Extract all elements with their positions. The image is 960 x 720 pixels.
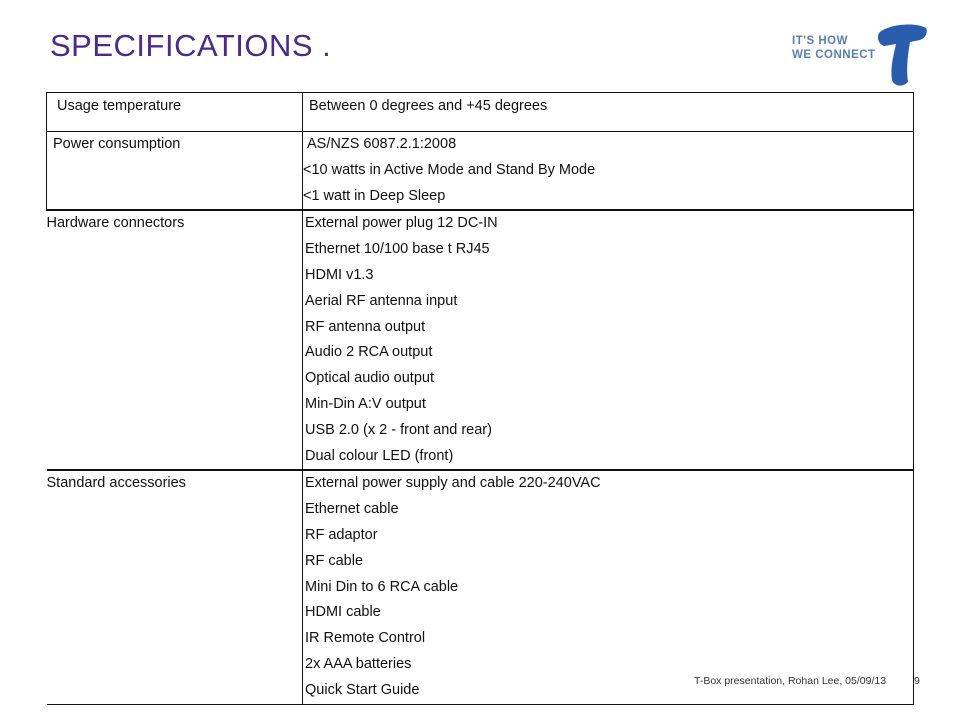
spec-value: Min-Din A:V output (305, 395, 426, 412)
spec-value: Quick Start Guide (305, 681, 420, 698)
spec-value-cell (303, 93, 914, 132)
spec-value: 2x AAA batteries (305, 655, 412, 672)
tagline-line-2: WE CONNECT (792, 49, 876, 61)
spec-value: Aerial RF antenna input (305, 292, 458, 309)
spec-value: Audio 2 RCA output (305, 344, 433, 361)
telstra-t-logo-icon (872, 20, 930, 90)
spec-label-cell (47, 470, 303, 704)
tagline-line-1: IT'S HOW (792, 35, 848, 47)
spec-value: Ethernet cable (305, 501, 399, 518)
spec-label-cell (47, 210, 303, 470)
spec-value: Mini Din to 6 RCA cable (305, 578, 459, 595)
spec-value: Ethernet 10/100 base t RJ45 (305, 241, 490, 258)
spec-value: External power plug 12 DC-IN (305, 215, 498, 232)
spec-label: Standard accessories (46, 475, 186, 492)
spec-value: USB 2.0 (x 2 - front and rear) (305, 421, 492, 438)
spec-value: RF antenna output (305, 318, 426, 335)
slide-title: SPECIFICATIONS . (50, 28, 332, 63)
table-row (47, 210, 914, 470)
slide-footer: T-Box presentation, Rohan Lee, 05/09/13 (694, 675, 887, 687)
spec-value: <1 watt in Deep Sleep (303, 187, 446, 204)
specifications-table (46, 92, 914, 705)
table-row (47, 470, 914, 704)
spec-value: Dual colour LED (front) (305, 447, 454, 464)
spec-label: Usage temperature (57, 98, 182, 114)
brand-tagline (792, 34, 876, 62)
spec-value: HDMI cable (305, 604, 381, 621)
spec-value-cell (303, 132, 914, 211)
spec-value: IR Remote Control (305, 630, 426, 647)
spec-label: Power consumption (53, 136, 181, 152)
spec-label-cell (47, 132, 303, 211)
table-row (47, 93, 914, 132)
spec-value: External power supply and cable 220-240VAC (305, 475, 601, 492)
spec-value: RF cable (305, 552, 364, 569)
page-number: 9 (914, 675, 920, 687)
spec-label-cell (47, 93, 303, 132)
spec-label: Hardware connectors (46, 215, 185, 232)
spec-value: Optical audio output (305, 370, 434, 387)
table-row (47, 132, 914, 211)
spec-value: HDMI v1.3 (305, 266, 374, 283)
spec-value: Between 0 degrees and +45 degrees (309, 98, 548, 114)
spec-value: RF adaptor (305, 526, 378, 543)
brand-logo (792, 20, 932, 90)
spec-value: <10 watts in Active Mode and Stand By Mode (303, 161, 596, 178)
spec-value-cell (303, 210, 914, 470)
spec-value-cell (303, 470, 914, 704)
spec-value: AS/NZS 6087.2.1:2008 (307, 136, 457, 152)
